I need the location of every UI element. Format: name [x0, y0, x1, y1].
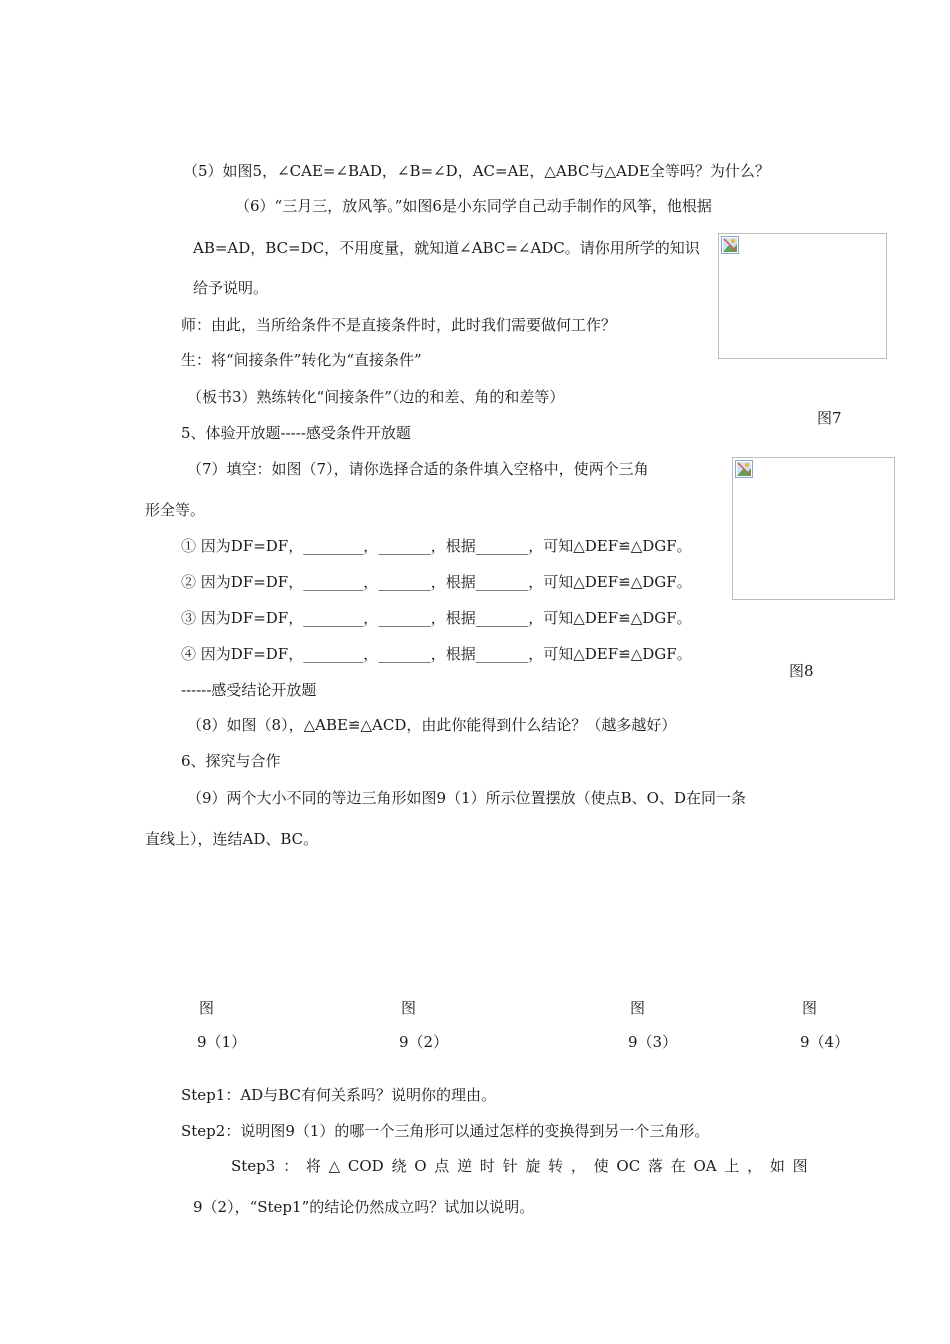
step-3-word: 点	[434, 1157, 450, 1175]
step-3-word: 在	[670, 1157, 686, 1175]
fill-blank-1: ① 因为DF=DF，________，_______，根据_______，可知△DEF≌△DGF。	[181, 537, 692, 555]
section-5-title: 5、体验开放题-----感受条件开放题	[181, 424, 411, 442]
figure-9-4-caption-bottom: 9（4）	[800, 1033, 850, 1051]
step-3-word: ，	[747, 1157, 763, 1175]
conclusion-open-title: ------感受结论开放题	[181, 681, 317, 699]
step-3-line-2: 9（2），“Step1”的结论仍然成立吗？试加以说明。	[193, 1198, 535, 1216]
section-6-title: 6、探究与合作	[181, 752, 281, 770]
step-3-word: 时	[479, 1157, 495, 1175]
figure-7-caption: 图7	[817, 409, 842, 427]
step-3-word: 绕	[391, 1157, 407, 1175]
figure-9-2-caption-bottom: 9（2）	[399, 1033, 449, 1051]
step-3-word: OC	[616, 1157, 641, 1175]
step-3-word: △	[328, 1157, 341, 1175]
step-3-word: Step3	[231, 1157, 276, 1175]
question-8: （8）如图（8），△ABE≌△ACD，由此你能得到什么结论？（越多越好）	[187, 716, 677, 734]
step-3-word: 针	[502, 1157, 518, 1175]
fill-blank-4: ④ 因为DF=DF，________，_______，根据_______，可知△DEF≌△DGF。	[181, 645, 692, 663]
board-note-3: （板书3）熟练转化“间接条件”（边的和差、角的和差等）	[187, 388, 565, 406]
step-3-word: O	[414, 1157, 427, 1175]
step-3-word: 图	[792, 1157, 808, 1175]
fill-blank-3: ③ 因为DF=DF，________，_______，根据_______，可知△DEF≌△DGF。	[181, 609, 692, 627]
question-7-line-1: （7）填空：如图（7），请你选择合适的条件填入空格中，使两个三角	[187, 460, 649, 478]
broken-image-icon	[721, 236, 739, 254]
step-1: Step1：AD与BC有何关系吗？说明你的理由。	[181, 1086, 496, 1104]
step-3-word: 上	[724, 1157, 740, 1175]
step-2: Step2：说明图9（1）的哪一个三角形可以通过怎样的变换得到另一个三角形。	[181, 1122, 710, 1140]
step-3-word: 使	[593, 1157, 609, 1175]
figure-9-3-caption-bottom: 9（3）	[628, 1033, 678, 1051]
student-line: 生：将“间接条件”转化为“直接条件”	[181, 351, 422, 369]
step-3-word: 将	[305, 1157, 321, 1175]
question-9-line-1: （9）两个大小不同的等边三角形如图9（1）所示位置摆放（使点B、O、D在同一条	[187, 789, 746, 807]
step-3-word: ，	[570, 1157, 586, 1175]
figure-8-image	[732, 457, 895, 600]
question-7-line-2: 形全等。	[145, 501, 206, 519]
figure-8-caption: 图8	[789, 662, 814, 680]
step-3-word: 旋	[525, 1157, 541, 1175]
step-3-word: ：	[283, 1157, 299, 1175]
step-3-word: 如	[769, 1157, 785, 1175]
figure-9-1-caption-top: 图	[199, 999, 215, 1017]
question-6-line-2: AB=AD，BC=DC，不用度量，就知道∠ABC=∠ADC。请你用所学的知识	[193, 239, 700, 257]
figure-9-4-caption-top: 图	[802, 999, 818, 1017]
figure-9-1-caption-bottom: 9（1）	[197, 1033, 247, 1051]
question-6-line-1: （6）“三月三，放风筝。”如图6是小东同学自己动手制作的风筝，他根据	[235, 197, 712, 215]
figure-7-image	[718, 233, 887, 359]
figure-9-2-caption-top: 图	[401, 999, 417, 1017]
step-3-line-1	[231, 1156, 808, 1176]
teacher-line: 师：由此，当所给条件不是直接条件时，此时我们需要做何工作？	[181, 316, 617, 334]
question-6-line-3: 给予说明。	[193, 279, 269, 297]
step-3-word: OA	[693, 1157, 717, 1175]
step-3-word: COD	[347, 1157, 384, 1175]
fill-blank-2: ② 因为DF=DF，________，_______，根据_______，可知△DEF≌△DGF。	[181, 573, 692, 591]
step-3-word: 逆	[457, 1157, 473, 1175]
step-3-word: 转	[548, 1157, 564, 1175]
question-9-line-2: 直线上），连结AD、BC。	[145, 830, 319, 848]
question-5: （5）如图5，∠CAE=∠BAD，∠B=∠D，AC=AE，△ABC与△ADE全等吗？为什么？	[183, 162, 770, 180]
step-3-word: 落	[647, 1157, 663, 1175]
broken-image-icon	[735, 460, 753, 478]
figure-9-3-caption-top: 图	[630, 999, 646, 1017]
